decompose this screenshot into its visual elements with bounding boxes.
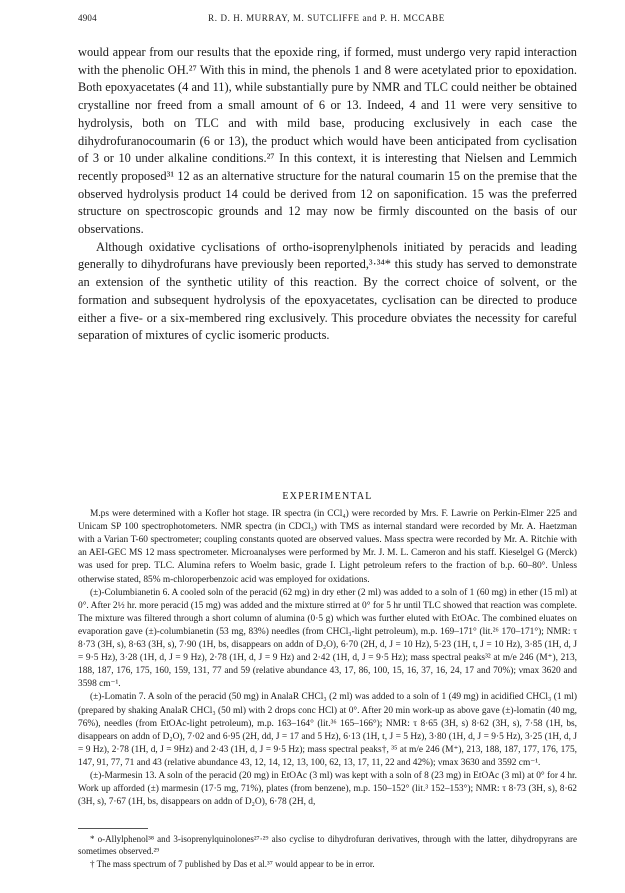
- discussion-paragraph-2: Although oxidative cyclisations of ortho-isoprenylphenols initiated by peracids and leading generally to dihydrofurans have previously been reported,³·³⁴* this study has served to demonstrate an extension of the synthetic utility of this reaction. By the correct choice of solvent, or the formation and subsequent hydrolysis of the epoxyacetates, cyclisation can be directed to produce either a five- or a six-membered ring exclusively. This procedure obviates the necessity for careful separation of mixtures of cyclic isomeric products.: [78, 239, 577, 343]
- discussion-text: [78, 44, 577, 345]
- experimental-lomatin: (±)-Lomatin 7. A soln of the peracid (50 mg) in AnalaR CHCl₃ (2 ml) was added to a soln of 1 (49 mg) in acidified CHCl₃ (1 ml) (prepared by shaking AnalaR CHCl₃ (50 ml) with 2 drops conc HCl) at 0°. After 20 min work-up as above gave (±)-lomatin (40 mg, 76%), needles (from EtOAc-light petroleum), m.p. 163–164° (lit.³⁶ 165–166°); NMR: τ 8·65 (3H, s) 8·62 (3H, s), 7·58 (1H, bs, disappears on addn of D₂O), 7·02 and 6·95 (2H, dd, J = 17 and 5 Hz), 6·13 (1H, t, J = 5 Hz), 3·80 (1H, d, J = 9·5 Hz), 3·25 (1H, d, J = 9 Hz), 2·78 (1H, d, J = 9Hz) and 2·43 (1H, d, J = 9·5 Hz); mass spectral peaks†, ³⁵ at m/e 246 (M⁺), 213, 188, 187, 177, 176, 175, 147, 91, 77, 71 and 43 (relative abundance 43, 12, 14, 12, 13, 100, 62, 13, 17, 11, 22 and 42%); νmax 3630 and 3592 cm⁻¹.: [78, 692, 577, 768]
- experimental-general: M.ps were determined with a Kofler hot stage. IR spectra (in CCl₄) were recorded by Mrs. F. Lawrie on Perkin-Elmer 225 and Unicam SP 100 spectrophotometers. NMR spectra (in CDCl₃) with TMS as internal standard were recorded by Mr. A. Haetzman with a Varian T-60 spectrometer; coupling constants quoted are observed values. Mass spectra were recorded by Mr. A. Ritchie with an AEI-GEC MS 12 mass spectrometer. Microanalyses were performed by Mr. J. M. L. Cameron and his staff. Kieselgel G (Merck) was used for prep. TLC. Alumina refers to Woelm basic, grade I. Light petroleum refers to the fraction of b.p. 60–80°. Unless otherwise stated, 85% m-chloroperbenzoic acid was employed for oxidations.: [78, 509, 577, 585]
- footnotes: [78, 833, 577, 870]
- footnote-2: † The mass spectrum of 7 published by Das et al.³⁷ would appear to be in error.: [90, 858, 375, 869]
- experimental-section: [78, 490, 577, 809]
- discussion-paragraph-1: would appear from our results that the epoxide ring, if formed, must undergo very rapid interaction with the phenolic OH.²⁷ With this in mind, the phenols 1 and 8 were acetylated prior to epoxidation. Both epoxyacetates (4 and 11), while substantially pure by NMR and TLC could neither be obtained crystalline nor freed from a small amount of 6 or 13. Indeed, 4 and 11 were very sensitive to hydrolysis, both on TLC and with mild base, producing exclusively in each case the dihydrofuranocoumarin (6 or 13), the product which would have been anticipated from cyclisation of 3 or 10 under alkaline conditions.²⁷ In this context, it is interesting that Nielsen and Lemmich recently proposed³¹ 12 as an alternative structure for the natural coumarin 15 on the premise that the observed hydrolysis product 14 could be derived from 12 on saponification. 15 was the preferred structure on spectroscopic grounds and 12 may now be firmly discounted on the basis of our observations.: [78, 45, 577, 237]
- running-authors: R. D. H. MURRAY, M. SUTCLIFFE and P. H. MCCABE: [208, 13, 445, 23]
- experimental-heading: EXPERIMENTAL: [282, 491, 373, 502]
- running-header: [78, 13, 575, 29]
- experimental-marmesin: (±)-Marmesin 13. A soln of the peracid (20 mg) in EtOAc (3 ml) was kept with a soln of 8 (23 mg) in EtOAc (3 ml) at 0° for 4 hr. Work up afforded (±) marmesin (17·5 mg, 71%), plates (from benzene), m.p. 150–152° (lit.³ 152–153°); NMR: τ 8·73 (3H, s), 8·62 (3H, s), 7·67 (1H, bs, disappears on addn of D₂O), 6·78 (2H, d,: [78, 770, 577, 808]
- footnote-rule: [78, 828, 148, 829]
- experimental-columbianetin: (±)-Columbianetin 6. A cooled soln of the peracid (62 mg) in dry ether (2 ml) was added to a soln of 1 (60 mg) in ether (15 ml) at 0°. After 2½ hr. more peracid (15 mg) was added and the mixture stirred at 0° for 5 hr until TLC showed that reaction was complete. The mixture was filtered through a short column of alumina (0·5 g) which was further eluted with EtOAc. The combined eluates on evaporation gave (±)-columbianetin (53 mg, 83%) needles (from CHCl₃-light petroleum), m.p. 169–171° (lit.²⁶ 170–171°); NMR: τ 8·73 (3H, s), 8·63 (3H, s), 7·90 (1H, bs, disappears on addn of D₂O), 6·70 (2H, d, J = 10 Hz), 5·23 (1H, t, J = 10 Hz), 3·85 (1H, d, J = 9·5 Hz), 3·28 (1H, d, J = 9 Hz), 2·78 (1H, d, J = 9 Hz) and 2·42 (1H, d, J = 9·5 Hz); mass spectral peaks³² at m/e 246 (M⁺), 213, 188, 187, 176, 175, 160, 159, 131, 77 and 59 (relative abundance 43, 17, 86, 100, 15, 16, 37, 16, 24, 17 and 70%); νmax 3620 and 3598 cm⁻¹.: [78, 587, 577, 690]
- page-number: 4904: [78, 13, 97, 23]
- footnote-1: * o-Allylphenol³⁸ and 3-isoprenylquinolones²⁷·²⁹ also cyclise to dihydrofuran derivatives, through with the latter, dihydropyrans are sometimes observed.²⁹: [78, 834, 577, 857]
